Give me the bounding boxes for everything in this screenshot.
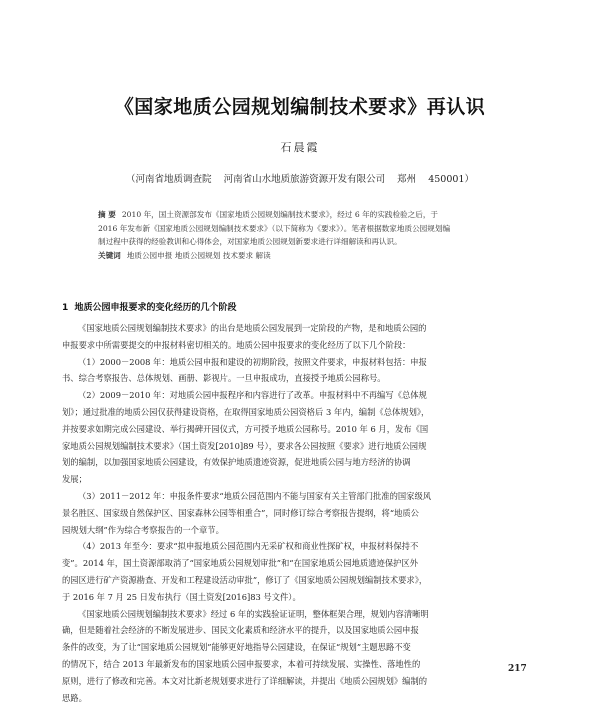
abstract-block xyxy=(98,208,518,262)
abstract-line xyxy=(98,208,518,222)
body-line: （2）2009－2010 年：对地质公园申报程序和内容进行了改革。申报材料中不再编写《总体规 xyxy=(78,390,427,401)
body-line: 景名胜区、国家级自然保护区、国家森林公园等相重合”，同时修订综合考察报告提纲，将“地质公 xyxy=(62,507,419,518)
body-line: 申报要求中所需要提交的申报材料密切相关的。地质公园申报要求的变化经历了以下几个阶段： xyxy=(62,339,411,350)
body-line: 并按要求如期完成公园建设、举行揭碑开园仪式，方可授予地质公园称号。2010 年 6 月，发布《国 xyxy=(62,423,429,434)
body-line: 原则，进行了修改和完善。本文对比新老规划要求进行了详细解读，并提出《地质公园规划》编制的 xyxy=(62,675,428,686)
paper-title: 《国家地质公园规划编制技术要求》再认识 xyxy=(114,96,486,118)
body-line: 《国家地质公园规划编制技术要求》经过 6 年的实践验证证明，整体框架合理，规划内容清晰明 xyxy=(78,608,429,619)
abstract-label: 摘 要 xyxy=(98,210,116,219)
keywords-label: 关键词 xyxy=(98,250,121,260)
body-line: 于 2016 年 7 月 25 日发布执行（国土资发[2016]83 号文件）。 xyxy=(62,591,301,602)
body-line: 条件的改变，为了让“国家地质公园规划”能够更好地指导公园建设，在保证“规划”主题思路不变 xyxy=(62,642,411,653)
abstract-line: 2016 年发布新《国家地质公园规划编制技术要求》（以下简称为《要求》）。笔者根据数家地质公园规划编 xyxy=(98,223,451,233)
body-line: 家地质公园规划编制技术要求》（国土资发[2010]89 号），要求各公园按照《要求》进行地质公园规 xyxy=(62,440,427,451)
section-number: 1 xyxy=(62,303,69,313)
body-line: 书、综合考察报告、总体规划、画册、影视片。一旦申报成功，直接授予地质公园称号。 xyxy=(62,373,386,384)
body-line: （3）2011－2012 年：申报条件要求“地质公园范围内不能与国家有关主管部门批准的国家级风 xyxy=(78,490,432,501)
body-line: 园规划大纲”作为综合考察报告的一个章节。 xyxy=(62,524,224,535)
body-line: 《国家地质公园规划编制技术要求》的出台是地质公园发展到一定阶段的产物，是和地质公园的 xyxy=(78,323,427,333)
body-line: 变”。2014 年，国土资源部取消了“国家地质公园规划审批”和“在国家地质公园地质遗迹保护区外 xyxy=(62,558,419,569)
body-line: 的园区进行矿产资源勘查、开发和工程建设活动审批”，修订了《国家地质公园规划编制技术要求》， xyxy=(62,574,428,585)
body-line: 划的编制，以加强国家地质公园建设，有效保护地质遗迹资源，促进地质公园与地方经济的协调 xyxy=(62,457,411,468)
body-text xyxy=(62,320,538,706)
body-line: （4）2013 年至今：要求“拟申报地质公园范围内无采矿权和商业性探矿权，申报材料保持不 xyxy=(78,541,419,552)
author-affiliation: （河南省地质调查院 河南省山水地质旅游资源开发有限公司 郑州 450001） xyxy=(125,174,474,185)
section-heading xyxy=(62,300,237,313)
body-line: 的情况下，结合 2013 年最新发布的国家地质公园申报要求，本着可持续发展、实操性、落地性的 xyxy=(62,658,421,669)
section-title: 地质公园申报要求的变化经历的几个阶段 xyxy=(74,303,237,313)
body-line: 思路。 xyxy=(62,692,87,703)
keywords-line xyxy=(98,249,518,263)
abstract-line: 制过程中获得的经验教训和心得体会，对国家地质公园规划新要求进行详细解读和再认识。 xyxy=(98,237,402,246)
body-line: 发展； xyxy=(62,474,87,485)
author-name: 石晨霞 xyxy=(280,141,320,154)
body-line: 确，但是随着社会经济的不断发展进步、国民文化素质和经济水平的提升，以及国家地质公园申报 xyxy=(62,625,419,636)
body-line: 划》；通过批准的地质公园仅获得建设资格，在取得国家地质公园资格后 3 年内，编制《总体规划》， xyxy=(62,406,430,417)
keywords-text: 地质公园申报 地质公园规划 技术要求 解读 xyxy=(126,250,271,260)
page-number: 217 xyxy=(508,664,527,674)
abstract-text: 2010 年，国土资源部发布《国家地质公园规划编制技术要求》，经过 6 年的实践检验之后，于 xyxy=(121,210,438,219)
body-line: （1）2000－2008 年：地质公园申报和建设的初期阶段，按照文件要求，申报材料包括：申报 xyxy=(78,356,427,367)
